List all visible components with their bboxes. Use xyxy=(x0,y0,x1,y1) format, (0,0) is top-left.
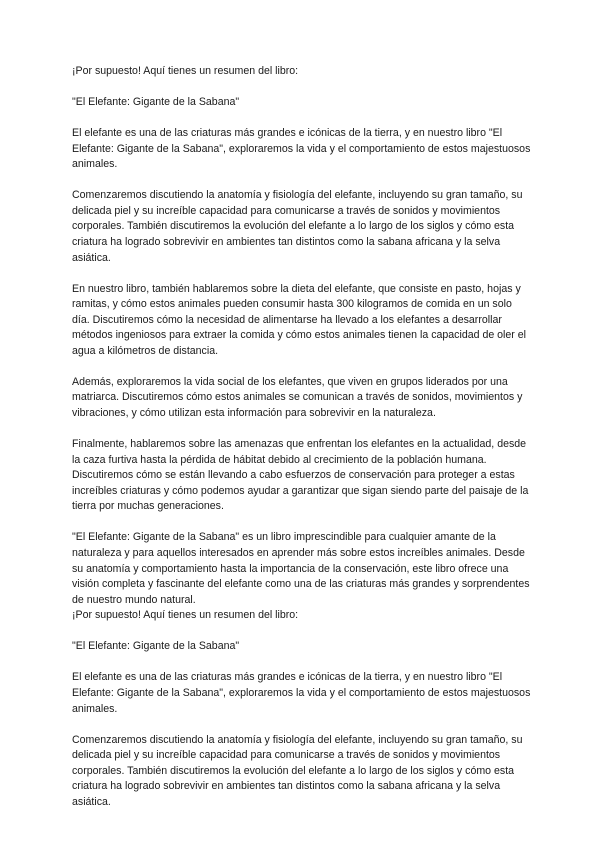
paragraph-social: Además, exploraremos la vida social de los elefantes, que viven en grupos liderados por una matriarca. Discutiremos cómo estos animales se comunican a través de sonidos, movimientos y vibraciones, y cómo utilizan esta información para sobrevivir en la naturaleza. xyxy=(72,375,523,420)
paragraph-anatomy-repeat: Comenzaremos discutiendo la anatomía y fisiología del elefante, incluyendo su gran tamaño, su delicada piel y su increíble capacidad para comunicarse a través de sonidos y movimientos corporales. También discutiremos la evolución del elefante a lo largo de los siglos y cómo esta criatura ha logrado sobrevivir en ambientes tan distintos como la sabana africana y la selva asiática. xyxy=(72,733,523,808)
paragraph-diet: En nuestro libro, también hablaremos sobre la dieta del elefante, que consiste en pasto, hojas y ramitas, y cómo estos animales pueden consumir hasta 300 kilogramos de comida en un solo día. Discutiremos cómo la necesidad de alimentarse ha llevado a los elefantes a desarrollar métodos ingeniosos para extraer la comida y cómo estos animales tienen la capacidad de oler el agua a kilómetros de distancia. xyxy=(72,282,527,357)
book-title-repeat: "El Elefante: Gigante de la Sabana" xyxy=(72,640,240,653)
paragraph-anatomy: Comenzaremos discutiendo la anatomía y fisiología del elefante, incluyendo su gran tamaño, su delicada piel y su increíble capacidad para comunicarse a través de sonidos y movimientos corporales. También discutiremos la evolución del elefante a lo largo de los siglos y cómo esta criatura ha logrado sobrevivir en ambientes tan distintos como la sabana africana y la selva asiática. xyxy=(72,189,523,264)
paragraph-threats: Finalmente, hablaremos sobre las amenazas que enfrentan los elefantes en la actualidad, desde la caza furtiva hasta la pérdida de hábitat debido al crecimiento de la población humana. Discutiremos cómo se están llevando a cabo esfuerzos de conservación para proteger a estas increíbles criaturas y cómo podemos ayudar a garantizar que sigan siendo parte del paisaje de la tierra por muchas generaciones. xyxy=(72,438,529,513)
paragraph-conclusion: "El Elefante: Gigante de la Sabana" es un libro imprescindible para cualquier amante de la naturaleza y para aquellos interesados en aprender más sobre estos increíbles animales. Desde su anatomía y comportamiento hasta la importancia de la conservación, este libro ofrece una visión completa y fascinante del elefante como una de las criaturas más grandes y sorprendentes de nuestro mundo natural. xyxy=(72,531,530,606)
book-title: "El Elefante: Gigante de la Sabana" xyxy=(72,95,240,108)
document-page xyxy=(72,64,532,826)
paragraph-intro-repeat: El elefante es una de las criaturas más grandes e icónicas de la tierra, y en nuestro libro "El Elefante: Gigante de la Sabana", exploraremos la vida y el comportamiento de estos majestuosos animales. xyxy=(72,671,531,715)
intro-line: ¡Por supuesto! Aquí tienes un resumen del libro: xyxy=(72,65,299,77)
paragraph-intro: El elefante es una de las criaturas más grandes e icónicas de la tierra, y en nuestro libro "El Elefante: Gigante de la Sabana", exploraremos la vida y el comportamiento de estos majestuosos animales. xyxy=(72,126,531,171)
intro-line-repeat: ¡Por supuesto! Aquí tienes un resumen del libro: xyxy=(72,609,299,622)
